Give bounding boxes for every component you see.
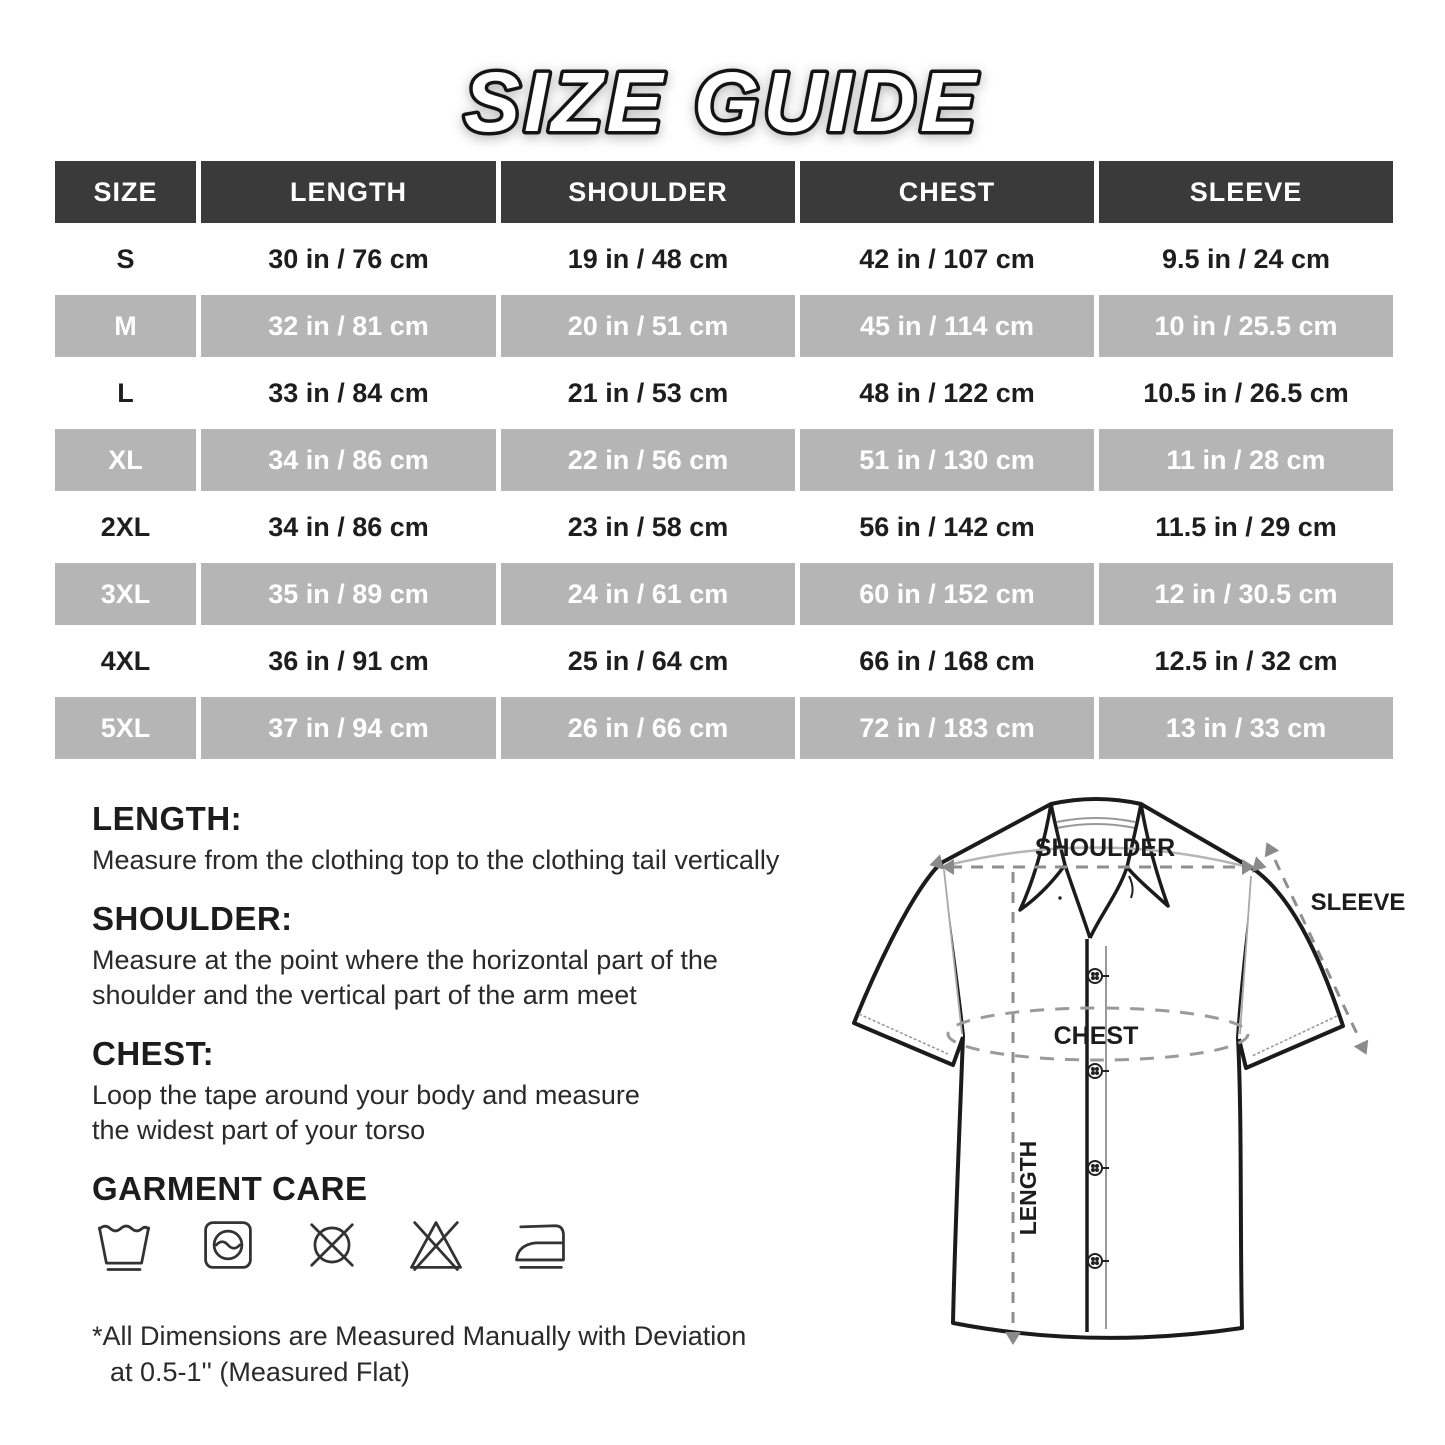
wash-tub-icon [92, 1213, 156, 1277]
table-row [55, 563, 1393, 625]
garment-care-icons [92, 1213, 892, 1277]
cell-shoulder: 20 in / 51 cm [501, 295, 795, 357]
col-header-shoulder: SHOULDER [501, 161, 795, 223]
cell-shoulder: 22 in / 56 cm [501, 429, 795, 491]
cell-size: XL [55, 429, 196, 491]
cell-shoulder: 23 in / 58 cm [501, 496, 795, 558]
shoulder-label: SHOULDER [1034, 834, 1176, 862]
table-row [55, 496, 1393, 558]
do-not-dry-clean-icon [300, 1213, 364, 1277]
table-header-row [55, 161, 1393, 223]
col-header-size: SIZE [55, 161, 196, 223]
table-row [55, 362, 1393, 424]
iron-icon [508, 1213, 572, 1277]
definition-text-shoulder: Measure at the point where the horizontal part of the shoulder and the vertical part of the arm meet [92, 945, 718, 1011]
cell-sleeve: 13 in / 33 cm [1099, 697, 1393, 759]
table-row [55, 228, 1393, 290]
cell-length: 35 in / 89 cm [201, 563, 496, 625]
definition-term-length: LENGTH: [92, 800, 243, 837]
cell-size: M [55, 295, 196, 357]
cell-length: 33 in / 84 cm [201, 362, 496, 424]
cell-shoulder: 21 in / 53 cm [501, 362, 795, 424]
garment-care-heading: GARMENT CARE [92, 1170, 368, 1208]
title-banner [0, 36, 1445, 166]
disclaimer-line-1: *All Dimensions are Measured Manually with Deviation [92, 1321, 747, 1352]
cell-shoulder: 26 in / 66 cm [501, 697, 795, 759]
chest-label: CHEST [1053, 1022, 1139, 1050]
cell-size: S [55, 228, 196, 290]
cell-size: 5XL [55, 697, 196, 759]
cell-sleeve: 9.5 in / 24 cm [1099, 228, 1393, 290]
cell-size: 4XL [55, 630, 196, 692]
table-row [55, 630, 1393, 692]
cell-length: 37 in / 94 cm [201, 697, 496, 759]
measurement-disclaimer [92, 1319, 892, 1390]
sleeve-label: SLEEVE [1310, 889, 1406, 916]
cell-shoulder: 25 in / 64 cm [501, 630, 795, 692]
cell-size: 2XL [55, 496, 196, 558]
definition-term-shoulder: SHOULDER: [92, 900, 293, 938]
definition-term-chest: CHEST: [92, 1035, 215, 1073]
cell-shoulder: 19 in / 48 cm [501, 228, 795, 290]
page-title: SIZE GUIDE [463, 55, 981, 149]
definition-text-length: Measure from the clothing top to the clothing tail vertically [92, 845, 780, 875]
cell-sleeve: 11 in / 28 cm [1099, 429, 1393, 491]
size-table [50, 156, 1398, 764]
cell-sleeve: 12 in / 30.5 cm [1099, 563, 1393, 625]
length-label: LENGTH [1015, 1140, 1041, 1236]
cell-sleeve: 10 in / 25.5 cm [1099, 295, 1393, 357]
cell-chest: 48 in / 122 cm [800, 362, 1094, 424]
table-row [55, 697, 1393, 759]
cell-sleeve: 10.5 in / 26.5 cm [1099, 362, 1393, 424]
cell-length: 36 in / 91 cm [201, 630, 496, 692]
cell-sleeve: 12.5 in / 32 cm [1099, 630, 1393, 692]
cell-length: 34 in / 86 cm [201, 429, 496, 491]
do-not-bleach-icon [404, 1213, 468, 1277]
cell-chest: 42 in / 107 cm [800, 228, 1094, 290]
col-header-sleeve: SLEEVE [1099, 161, 1393, 223]
cell-shoulder: 24 in / 61 cm [501, 563, 795, 625]
cell-chest: 51 in / 130 cm [800, 429, 1094, 491]
tumble-dry-icon [196, 1213, 260, 1277]
cell-chest: 60 in / 152 cm [800, 563, 1094, 625]
cell-size: L [55, 362, 196, 424]
cell-length: 32 in / 81 cm [201, 295, 496, 357]
cell-length: 30 in / 76 cm [201, 228, 496, 290]
shirt-measurement-diagram [838, 788, 1445, 1413]
cell-chest: 45 in / 114 cm [800, 295, 1094, 357]
cell-size: 3XL [55, 563, 196, 625]
cell-chest: 72 in / 183 cm [800, 697, 1094, 759]
table-row [55, 429, 1393, 491]
cell-chest: 56 in / 142 cm [800, 496, 1094, 558]
definitions-column [92, 800, 892, 1391]
col-header-chest: CHEST [800, 161, 1094, 223]
cell-sleeve: 11.5 in / 29 cm [1099, 496, 1393, 558]
cell-length: 34 in / 86 cm [201, 496, 496, 558]
cell-chest: 66 in / 168 cm [800, 630, 1094, 692]
definition-text-chest: Loop the tape around your body and measure the widest part of your torso [92, 1080, 640, 1146]
table-row [55, 295, 1393, 357]
col-header-length: LENGTH [201, 161, 496, 223]
disclaimer-line-2: at 0.5-1'' (Measured Flat) [110, 1357, 410, 1388]
